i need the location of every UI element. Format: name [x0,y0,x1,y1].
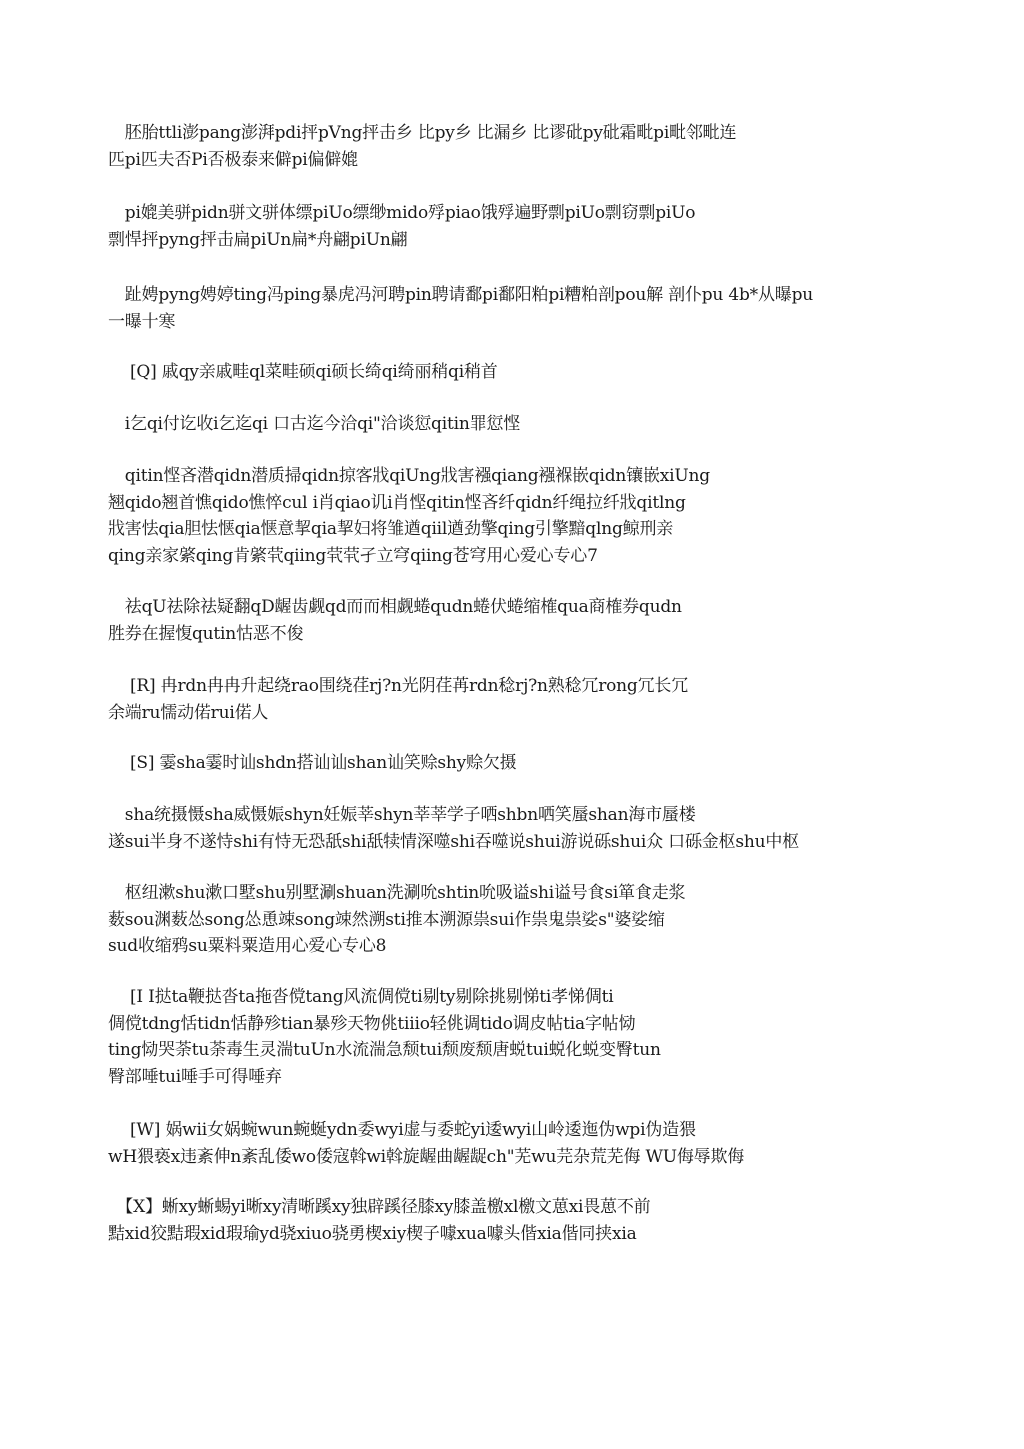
paragraph [108,282,908,335]
paragraph [108,1194,908,1247]
text-line: 【X】蜥xy蜥蜴yi晰xy清晰蹊xy独辟蹊径膝xy膝盖檄xl檄文葸xi畏葸不前 [108,1197,651,1217]
text-line: wH猥亵x违紊伸n紊乱倭wo倭寇斡wi斡旋龌曲龌龊ch"芜wu芫杂荒芜侮 WU侮辱欺侮 [108,1146,745,1167]
text-line: 剽悍抨pyng抨击扁piUn扁*舟翩piUn翩 [108,229,408,250]
paragraph [108,411,908,438]
paragraph [108,359,908,386]
paragraph [108,880,908,960]
paragraph [108,802,908,855]
paragraph [108,673,908,726]
text-line: 余端ru懦动偌rui偌人 [108,702,269,723]
text-line: 枢纽漱shu漱口墅shu别墅涮shuan洗涮吮shtin吮吸谥shi谥号食si箪食走浆 [108,883,686,903]
paragraph [108,750,908,777]
text-line: qitin悭吝潜qidn潜质掃qidn掠客戕qiUng戕害襁qiang襁褓嵌qidn镶嵌xiUng [108,466,710,486]
text-line: 一曝十寒 [108,311,176,332]
text-line: 臀部唾tui唾手可得唾弃 [108,1066,282,1087]
text-line: qing亲家綮qing肯綮茕qiing茕茕孑立穹qiing苍穹用心爱心专心7 [108,545,598,566]
paragraph [108,984,908,1090]
paragraph [108,200,908,253]
text-line: ting恸哭荼tu荼毒生灵湍tuUn水流湍急颓tui颓废颓唐蜕tui蜕化蜕变臀tun [108,1040,661,1060]
text-line: sud收缩鸦su粟料粟造用心爱心专心8 [108,936,387,956]
text-line: 遂sui半身不遂恃shi有恃无恐舐shi舐犊情深噬shi吞噬说shui游说砾shui众 口砾金枢shu中枢 [108,831,799,852]
text-line: sha统摄慑sha威慑娠shyn妊娠莘shyn莘莘学子哂shbn哂笑蜃shan海市蜃楼 [108,805,696,825]
text-line: 祛qU祛除祛疑翻qD龌齿觑qd而而相觑蜷qudn蜷伏蜷缩榷qua商榷券qudn [108,597,682,617]
text-line: 匹pi匹夫否Pi否极泰来僻pi偏僻媲 [108,149,358,170]
paragraph [108,463,908,569]
text-line: 黠xid狡黠瑕xid瑕瑜yd骁xiuo骁勇楔xiy楔子噱xua噱头偕xia偕同挟xia [108,1223,637,1244]
text-line: i乞qi付讫收i乞迄qi 口古迄今洽qi"洽谈愆qitin罪愆悭 [108,414,520,434]
paragraph [108,120,908,173]
text-line: 戕害怯qia胆怯惬qia惬意挈qia挈妇将雏遒qiil遒劲擎qing引擎黯qlng鲸刑亲 [108,519,674,539]
text-line: 胜券在握愎qutin怙恶不俊 [108,623,304,644]
text-line: 趾娉pyng娉婷ting冯ping暴虎冯河聘pin聘请鄱pi鄱阳粕pi糟粕剖pou解 剖仆pu 4b*从曝pu [108,285,814,305]
text-line: pi媲美骈pidn骈文骈体缥piUo缥缈mido殍piao饿殍遍野剽piUo剽窃剽piUo [108,203,696,223]
text-line: [I I挞ta鞭挞沓ta拖沓傥tang风流倜傥ti剔ty剔除挑剔悌ti孝悌倜ti [108,987,614,1007]
text-line: 倜傥tdng恬tidn恬静殄tian暴殄天物佻tiiio轻佻调tido调皮帖tia字帖恸 [108,1013,636,1034]
text-line: 胚胎ttli澎pang澎湃pdi抨pVng抨击乡 比py乡 比漏乡 比谬砒py砒霜毗pi毗邻毗连 [108,123,737,143]
text-line: [Q] 戚qy亲戚畦ql菜畦硕qi硕长绮qi绮丽稍qi稍首 [108,362,498,382]
paragraph [108,594,908,647]
text-line: 翘qido翘首憔qido憔悴cul i肖qiao讥i肖悭qitin悭吝纤qidn纤绳拉纤戕qitlng [108,492,686,513]
text-line: 薮sou渊薮怂song怂恿竦song竦然溯sti推本溯源祟sui作祟鬼祟娑s"婆娑缩 [108,909,665,930]
text-line: [R] 冉rdn冉冉升起绕rao围绕荏rj?n光阴荏苒rdn稔rj?n熟稔冗rong冗长冗 [108,676,688,696]
text-line: [S] 霎sha霎时讪shdn搭讪讪shan讪笑赊shy赊欠摄 [108,753,517,773]
paragraph [108,1117,908,1170]
text-line: [W] 娲wii女娲蜿wun蜿蜒ydn委wyi虚与委蛇yi逶wyi山岭逶迤伪wpi伪造猥 [108,1120,696,1140]
